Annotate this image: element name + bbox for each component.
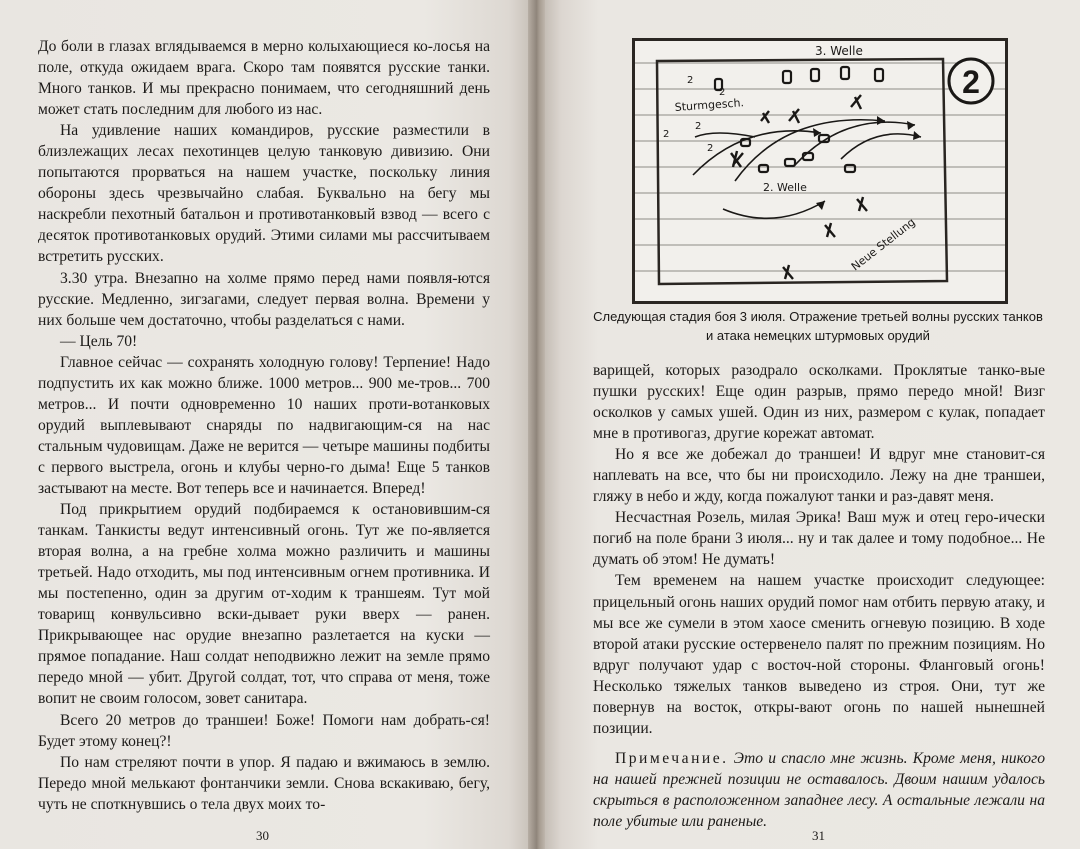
page-number-left: 30 bbox=[256, 828, 269, 843]
circle-number-text: 2 bbox=[962, 64, 980, 100]
paragraph: Всего 20 метров до траншеи! Боже! Помоги нам добрать-ся! Будет этому конец?! bbox=[38, 711, 490, 750]
label-wave2: 2. Welle bbox=[763, 181, 807, 194]
note-text: Это и спасло мне жизнь. Кроме меня, никого на нашей прежней позиции не оставалось. Двоим нашим удалось скрыться в расположенном западнее лесу. А остальные лежали на поле убитые или раненые. bbox=[593, 749, 1045, 830]
paragraph: До боли в глазах вглядываемся в мерно колыхающиеся ко-лосья на поле, откуда ожидаем врага. Скоро там появятся русские танки. Много танков. И мы прекрасно понимаем, что сегодняшний день может стать последним для любого из нас. bbox=[38, 38, 490, 119]
paragraph: варищей, которых разодрало осколками. Проклятые танко-вые пушки русских! Еще один разрыв, прямо передо мной! Визг осколков у самых ушей. Один из них, размером с кулак, попадает мне в противогаз, другие корежат автомат. bbox=[593, 362, 1045, 443]
right-page-text bbox=[593, 360, 1045, 832]
paragraph: Главное сейчас — сохранять холодную голову! Терпение! Надо подпустить их как можно ближе. 1000 метров... 900 ме-тров... 700 метров... И почти одновременно 10 наших проти-вотанковых орудий выплевывают снаряды по надвигающим-ся на нас стальным чудовищам. Даже не верится — четыре машины подбиты с первого выстрела, огонь и клубы черно-го дыма! Еще 5 танков застывают на месте. Вот теперь все и начинается. Вперед! bbox=[38, 353, 490, 497]
paragraph: Тем временем на нашем участке происходит следующее: прицельный огонь наших орудий помог нам отбить первую атаку, и мы все же сумели в этом хаосе сменить огневую позицию. В ходе второй атаки русские остервенело палят по прежним позициям. Но вдруг получают удар с восточ-ной стороны. Фланговый огонь! Несколько тяжелых танков выведено из строя. Они, тут же повернув на восток, откры-вают огонь по нашей нынешней позиции. bbox=[593, 572, 1045, 737]
svg-text:2: 2 bbox=[695, 121, 702, 132]
notebook-lines bbox=[635, 63, 1005, 271]
movement-arrows bbox=[693, 120, 921, 219]
svg-text:2: 2 bbox=[719, 87, 726, 98]
paragraph: По нам стреляют почти в упор. Я падаю и вжимаюсь в землю. Передо мной мелькают фонтанчики земли. Снова вскакиваю, бегу, чуть не споткнувшись о тела двух моих то- bbox=[38, 753, 490, 813]
paragraph: — Цель 70! bbox=[60, 332, 138, 350]
svg-text:2: 2 bbox=[687, 75, 694, 86]
paragraph: 3.30 утра. Внезапно на холме прямо перед нами появля-ются русские. Медленно, зигзагами, следует первая волна. Времени у них больше чем достаточно, чтобы разделаться с нами. bbox=[38, 269, 490, 329]
paragraph: Но я все же добежал до траншеи! И вдруг мне становит-ся наплевать на все, что бы ни происходило. Лежу на дне траншеи, гляжу в небо и жду, когда пожалуют танки и раз-давят меня. bbox=[593, 446, 1045, 506]
label-wave3: 3. Welle bbox=[815, 44, 863, 58]
note-paragraph bbox=[593, 748, 1045, 832]
left-page-text bbox=[38, 36, 490, 815]
sketch-frame bbox=[657, 59, 947, 284]
paragraph: Под прикрытием орудий подбираемся к остановившим-ся танкам. Танкисты ведут интенсивный огонь. Тут же по-является вторая волна, а на гребне холма можно различить и машины третьей. Надо отходить, мы под интенсивным огнем противника. И мы постепенно, один за другим от-ходим к траншеям. Тут мой товарищ конвульсивно вски-дывает руки вверх — ранен. Прикрывающее нас орудие внезапно разлетается на куски — прямое попадание. Наш солдат неподвижно лежит на земле прямо передо мной — убит. Другой солдат, тот, что справа от меня, тоже вопит не своим голосом, зовет санитара. bbox=[38, 501, 490, 708]
svg-text:2: 2 bbox=[707, 143, 714, 154]
paragraph: Несчастная Розель, милая Эрика! Ваш муж и отец геро-ически погиб на поле брани 3 июля... ну и так далее и тому подобное... Не думать об этом! Не думать! bbox=[593, 509, 1045, 569]
circled-number bbox=[949, 59, 993, 103]
note-label: Примечание. bbox=[615, 749, 729, 767]
page-number-right: 31 bbox=[812, 828, 825, 843]
battle-sketch-drawing bbox=[635, 41, 1005, 301]
figure-caption: Следующая стадия боя 3 июля. Отражение третьей волны русских танков и атака немецких штурмовых орудий bbox=[593, 309, 1043, 343]
label-neue-stellung: Neue Stellung bbox=[848, 215, 918, 274]
paragraph: На удивление наших командиров, русские разместили в близлежащих лесах пехотинцев целую танковую дивизию. Они попытаются прорваться на нашем участке, поскольку линия обороны здесь чрезвычайно слабая. Буквально на бегу мы наскребли пехотный батальон и противотанковый взвод — всего с десяток противотанковых орудий. Этими силами мы рассчитываем встретить русских. bbox=[38, 122, 490, 266]
label-sturmgesch: Sturmgesch. bbox=[674, 96, 745, 114]
arrow-heads bbox=[813, 116, 921, 210]
battle-sketch-figure bbox=[632, 38, 1008, 304]
svg-text:2: 2 bbox=[663, 129, 670, 140]
